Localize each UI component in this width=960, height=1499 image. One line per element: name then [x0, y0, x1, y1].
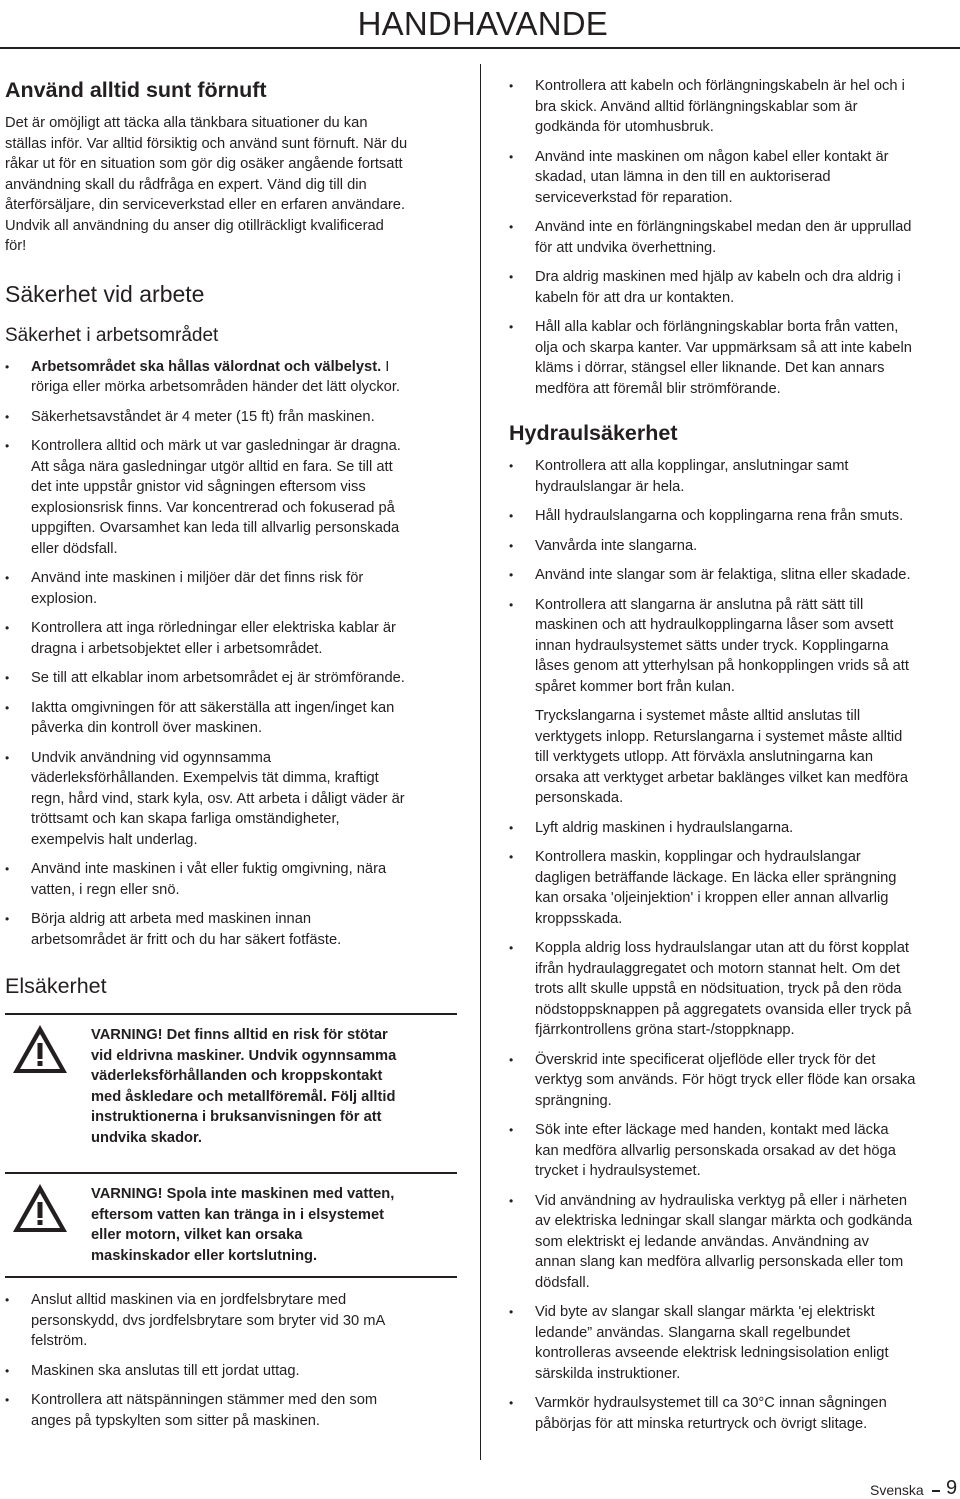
list-item: [509, 217, 960, 258]
bullet-text: godkända för utomhusbruk.: [535, 119, 714, 135]
work-area-bullet-list: [5, 357, 457, 398]
bullet-text: kroppsskada.: [535, 910, 623, 927]
list-item: [5, 909, 457, 950]
bullet-text: Att såga nära gasledningar utgör alltid en fara. Se till att: [31, 458, 393, 475]
work-area-bullet-list-continued: [5, 407, 457, 951]
bullet-text: Kontrollera alltid och märk ut var gasledningar är dragna.: [31, 438, 401, 454]
section-heading-electrical-safety: Elsäkerhet: [5, 974, 107, 998]
list-item: [5, 1390, 457, 1431]
electrical-bullet-list: [5, 1290, 457, 1431]
bullet-bold-text: Arbetsområdet ska hållas välordnat och välbelyst.: [31, 358, 382, 375]
list-item: [509, 818, 960, 839]
bullet-text: av elektriska ledningar skall slangar märkta och godkända: [535, 1213, 913, 1229]
list-item: [509, 267, 960, 308]
list-item: [5, 618, 457, 659]
bullet-text: väderleksförhållanden. Exempelvis tät dimma, kraftigt: [31, 770, 379, 786]
bullet-text: fjärrkontrollens gröna start-/stoppknapp.: [535, 1022, 795, 1038]
intro-line: Undvik all användning du anser dig otillräckligt kvalificerad: [5, 217, 384, 234]
bullet-text: det inte uppstår gnistor vid sågningen eftersom viss: [31, 479, 366, 495]
bullet-text: Överskrid inte specificerat oljeflöde eller tryck för det: [535, 1051, 876, 1068]
bullet-text: Sök inte efter läckage med handen, kontakt med läcka: [535, 1122, 889, 1138]
list-item: [5, 436, 457, 559]
bullet-text: kan orsaka 'oljeinjektion' i kroppen eller annan allvarlig: [535, 890, 889, 906]
warning-text-line: eller motorn, vilket kan orsaka: [91, 1227, 303, 1243]
warning-box: [5, 1013, 457, 1158]
intro-line: råkar ut för en situation som gör dig osäker angående fortsatt: [5, 156, 403, 172]
bullet-text: Kontrollera maskin, kopplingar och hydraulslangar: [535, 849, 861, 865]
bullet-text: Vanvårda inte slangarna.: [535, 537, 698, 554]
bullet-text: Kontrollera att slangarna är anslutna på rätt sätt till: [535, 596, 864, 613]
bullet-text: skadad, utan lämna in den till en auktoriserad: [535, 169, 831, 185]
bullet-text: påverka din kontroll över maskinen.: [31, 720, 263, 736]
footer-language: Svenska: [870, 1482, 924, 1498]
bullet-text: serviceverkstad för reparation.: [535, 189, 733, 206]
intro-line: för!: [5, 238, 27, 254]
warning-box: [5, 1172, 457, 1278]
bullet-text: Se till att elkablar inom arbetsområdet ej är strömförande.: [31, 670, 405, 686]
bullet-text: Iaktta omgivningen för att säkerställa att ingen/inget kan: [31, 699, 395, 716]
section-heading-work-safety: Säkerhet vid arbete: [5, 280, 205, 307]
bullet-text: uppgiften. Ovarsamhet kan leda till allvarlig personskada: [31, 520, 400, 536]
list-item: [509, 565, 960, 586]
intro-line: Det är omöjligt att täcka alla tänkbara situationer du kan: [5, 115, 368, 131]
bullet-text: som elektriskt ej ledande användas. Användning av: [535, 1233, 869, 1250]
column-divider: [480, 64, 481, 1460]
list-item: [5, 748, 457, 851]
bullet-text: särskilda instruktioner.: [535, 1365, 681, 1382]
intro-line: återförsäljare, din serviceverkstad eller en erfaren användare.: [5, 197, 406, 213]
list-item: [5, 859, 457, 900]
bullet-text: Maskinen ska anslutas till ett jordat uttag.: [31, 1362, 300, 1379]
bullet-text: maskinen och att hydraulkopplingarna låser som avsett: [535, 617, 894, 633]
intro-paragraph: [5, 113, 457, 257]
bullet-text: låses genom att ytterhylsan på honkopplingen vrids så att: [535, 658, 909, 674]
warning-text-line: maskinskador eller kortslutning.: [91, 1247, 318, 1264]
warning-text-line: undvika skador.: [91, 1129, 203, 1146]
paragraph-line: orsaka att verktyget arbetar baklänges vilket kan medföra: [535, 769, 909, 786]
bullet-text: Använd inte en förlängningskabel medan den är upprullad: [535, 219, 912, 235]
bullet-text: anges på typskylten som sitter på maskinen.: [31, 1412, 320, 1429]
list-item: [509, 1120, 960, 1182]
paragraph-line: personskada.: [535, 790, 624, 806]
warning-triangle-icon: [11, 1023, 69, 1075]
bullet-text: arbetsområdet är fritt och du har säkert fotfäste.: [31, 931, 342, 948]
bullet-text: sprängning.: [535, 1092, 612, 1109]
bullet-text: Kontrollera att kabeln och förlängningskabeln är hel och i: [535, 78, 905, 94]
bullet-text: Koppla aldrig loss hydraulslangar utan att du först kopplat: [535, 940, 909, 956]
paragraph-line: till verktygets utlopp. Att förväxla anslutningarna kan: [535, 749, 873, 765]
bullet-text: exempelvis halt underlag.: [31, 831, 198, 848]
bullet-text: kabeln för att dra ur kontakten.: [535, 289, 735, 306]
hydraulic-bullet-list-continued: [509, 818, 960, 1435]
bullet-text: olja och skarpa kanter. Var uppmärksam så att inte kabeln: [535, 339, 912, 356]
bullet-text: Kontrollera att nätspänningen stämmer med den som: [31, 1392, 378, 1408]
bullet-text: personskydd, dvs jordfelsbrytare som bryter vid 30 mA: [31, 1312, 386, 1329]
bullet-text: påbörjas för att minska returtryck och övrigt slitage.: [535, 1415, 868, 1432]
bullet-text: Vid användning av hydrauliska verktyg på eller i närheten: [535, 1192, 908, 1209]
bullet-text: verktyg som används. För högt tryck eller flöde kan orsaka: [535, 1072, 916, 1088]
section-heading-hydraulic-safety: Hydraulsäkerhet: [509, 421, 678, 445]
bullet-text: Håll alla kablar och förlängningskablar borta från vatten,: [535, 319, 899, 335]
bullet-text: röriga eller mörka arbetsområden händer det lätt olyckor.: [31, 379, 401, 395]
section-heading-common-sense: Använd alltid sunt förnuft: [5, 78, 267, 102]
bullet-text: kläms i dörrar, stängsel eller liknande. Det kan annars: [535, 360, 885, 376]
bullet-text: Kontrollera att inga rörledningar eller elektriska kablar är: [31, 620, 396, 636]
list-item: [509, 938, 960, 1041]
subsection-heading-work-area: Säkerhet i arbetsområdet: [5, 324, 219, 346]
bullet-text: kan medföra allvarlig personskada orsakad av det höga: [535, 1142, 896, 1159]
bullet-text: Dra aldrig maskinen med hjälp av kabeln och dra aldrig i: [535, 269, 901, 285]
bullet-text: felström.: [31, 1333, 88, 1349]
bullet-text: ledande” användas. Slangarna skall regelbundet: [535, 1324, 851, 1341]
list-item: [509, 1393, 960, 1434]
bullet-text: dagligen beträffande läckage. En läcka eller sprängning: [535, 869, 897, 886]
list-item: [509, 147, 960, 209]
bullet-text: hydraulslangar är hela.: [535, 478, 685, 495]
warning-text-line: med åskledare och metallföremål. Följ alltid: [91, 1088, 396, 1105]
bullet-text: medföra att föremål blir strömförande.: [535, 380, 781, 397]
list-item: [509, 595, 960, 698]
bullet-text: för att undvika överhettning.: [535, 239, 717, 256]
list-item: [509, 1302, 960, 1384]
bullet-text: Håll hydraulslangarna och kopplingarna rena från smuts.: [535, 508, 904, 524]
bullet-text: Använd inte slangar som är felaktiga, slitna eller skadade.: [535, 567, 911, 583]
bullet-text: Undvik användning vid ogynnsamma: [31, 749, 272, 766]
bullet-text: tröttsamt och kan skapa farliga omständigheter,: [31, 811, 340, 827]
list-item: [509, 536, 960, 557]
list-item: [509, 76, 960, 138]
left-column: [5, 74, 457, 1440]
list-item: [5, 1361, 457, 1382]
list-item: [5, 357, 457, 398]
list-item: [509, 317, 960, 399]
list-item: [509, 506, 960, 527]
warning-text-line: instruktionerna i bruksanvisningen för att: [91, 1109, 382, 1125]
bullet-text: Använd inte maskinen i våt eller fuktig omgivning, nära: [31, 861, 387, 877]
bullet-text: Börja aldrig att arbeta med maskinen innan: [31, 911, 312, 927]
warning-text-line: väderleksförhållanden och kroppskontakt: [91, 1068, 383, 1084]
warning-text-line: vid eldrivna maskiner. Undvik ogynnsamma: [91, 1047, 397, 1064]
page-number: 9: [946, 1477, 958, 1499]
bullet-text: annan slang kan medföra allvarlig personskada eller tom: [535, 1254, 904, 1270]
bullet-text: Lyft aldrig maskinen i hydraulslangarna.: [535, 819, 794, 836]
bullet-text: Kontrollera att alla kopplingar, anslutningar samt: [535, 458, 849, 474]
warning-text-line: VARNING! Det finns alltid en risk för stötar: [91, 1027, 388, 1043]
list-item: [5, 698, 457, 739]
bullet-text: Använd inte maskinen om någon kabel eller kontakt är: [535, 148, 889, 165]
bullet-text: Vid byte av slangar skall slangar märkta 'ej elektriskt: [535, 1304, 875, 1320]
intro-line: ställas inför. Var alltid försiktig och använd sunt förnuft. När du: [5, 135, 408, 152]
hydraulic-bullet-list: [509, 456, 960, 697]
bullet-text: trots allt skulle uppstå en nödsituation, tryck på den röda: [535, 981, 902, 997]
list-item: [5, 407, 457, 428]
page-header-title: HANDHAVANDE: [357, 5, 608, 42]
list-item: [5, 568, 457, 609]
bullet-text: dödsfall.: [535, 1274, 590, 1291]
bullet-text: spåret kommer bort från kulan.: [535, 678, 735, 695]
list-item: [509, 847, 960, 929]
hydraulic-paragraph: [509, 706, 960, 809]
bullet-text: vatten, i regn eller snö.: [31, 881, 180, 898]
paragraph-line: Tryckslangarna i systemet måste alltid anslutas till: [535, 708, 861, 724]
bullet-text: kontrolleras avseende elektrisk ledningsisolation enligt: [535, 1345, 889, 1361]
intro-line: användning skall du rådfråga en expert. Vänd dig till din: [5, 176, 367, 193]
list-item: [509, 456, 960, 497]
header-rule: [0, 47, 960, 49]
bullet-text: I: [381, 358, 390, 375]
paragraph-line: verktygets inlopp. Returslangarna i systemet måste alltid: [535, 728, 903, 745]
warning-triangle-icon: [11, 1182, 69, 1234]
bullet-text: explosionsrisk finns. Var koncentrerad och fokuserad på: [31, 499, 395, 516]
list-item: [509, 1050, 960, 1112]
bullet-text: Använd inte maskinen i miljöer där det finns risk för: [31, 570, 364, 586]
bullet-text: innan hydraulsystemet sätts under tryck. Kopplingarna: [535, 637, 889, 654]
footer-dash: [932, 1490, 940, 1492]
list-item: [5, 668, 457, 689]
warning-text-line: eftersom vatten kan tränga in i elsystemet: [91, 1206, 385, 1223]
bullet-text: dragna i arbetsobjektet eller i arbetsområdet.: [31, 640, 323, 657]
bullet-text: Säkerhetsavståndet är 4 meter (15 ft) från maskinen.: [31, 408, 375, 425]
bullet-text: Anslut alltid maskinen via en jordfelsbrytare med: [31, 1292, 347, 1308]
bullet-text: trycket i hydraulsystemet.: [535, 1163, 701, 1179]
bullet-text: ifrån hydraulaggregatet och motorn stannat helt. Om det: [535, 960, 900, 977]
cable-bullet-list: [509, 76, 960, 399]
bullet-text: explosion.: [31, 590, 98, 607]
bullet-text: nödstoppsknappen på aggregatets ovansida eller tryck på: [535, 1001, 912, 1018]
list-item: [509, 1191, 960, 1294]
bullet-text: regn, hård vind, stark kyla, osv. Att arbeta i dåligt väder är: [31, 790, 405, 807]
right-column: [509, 76, 960, 1443]
warning-text-line: VARNING! Spola inte maskinen med vatten,: [91, 1186, 395, 1202]
bullet-text: bra skick. Använd alltid förlängningskablar som är: [535, 98, 858, 115]
bullet-text: Varmkör hydraulsystemet till ca 30°C innan sågningen: [535, 1395, 887, 1411]
list-item: [5, 1290, 457, 1352]
bullet-text: eller dödsfall.: [31, 540, 118, 557]
